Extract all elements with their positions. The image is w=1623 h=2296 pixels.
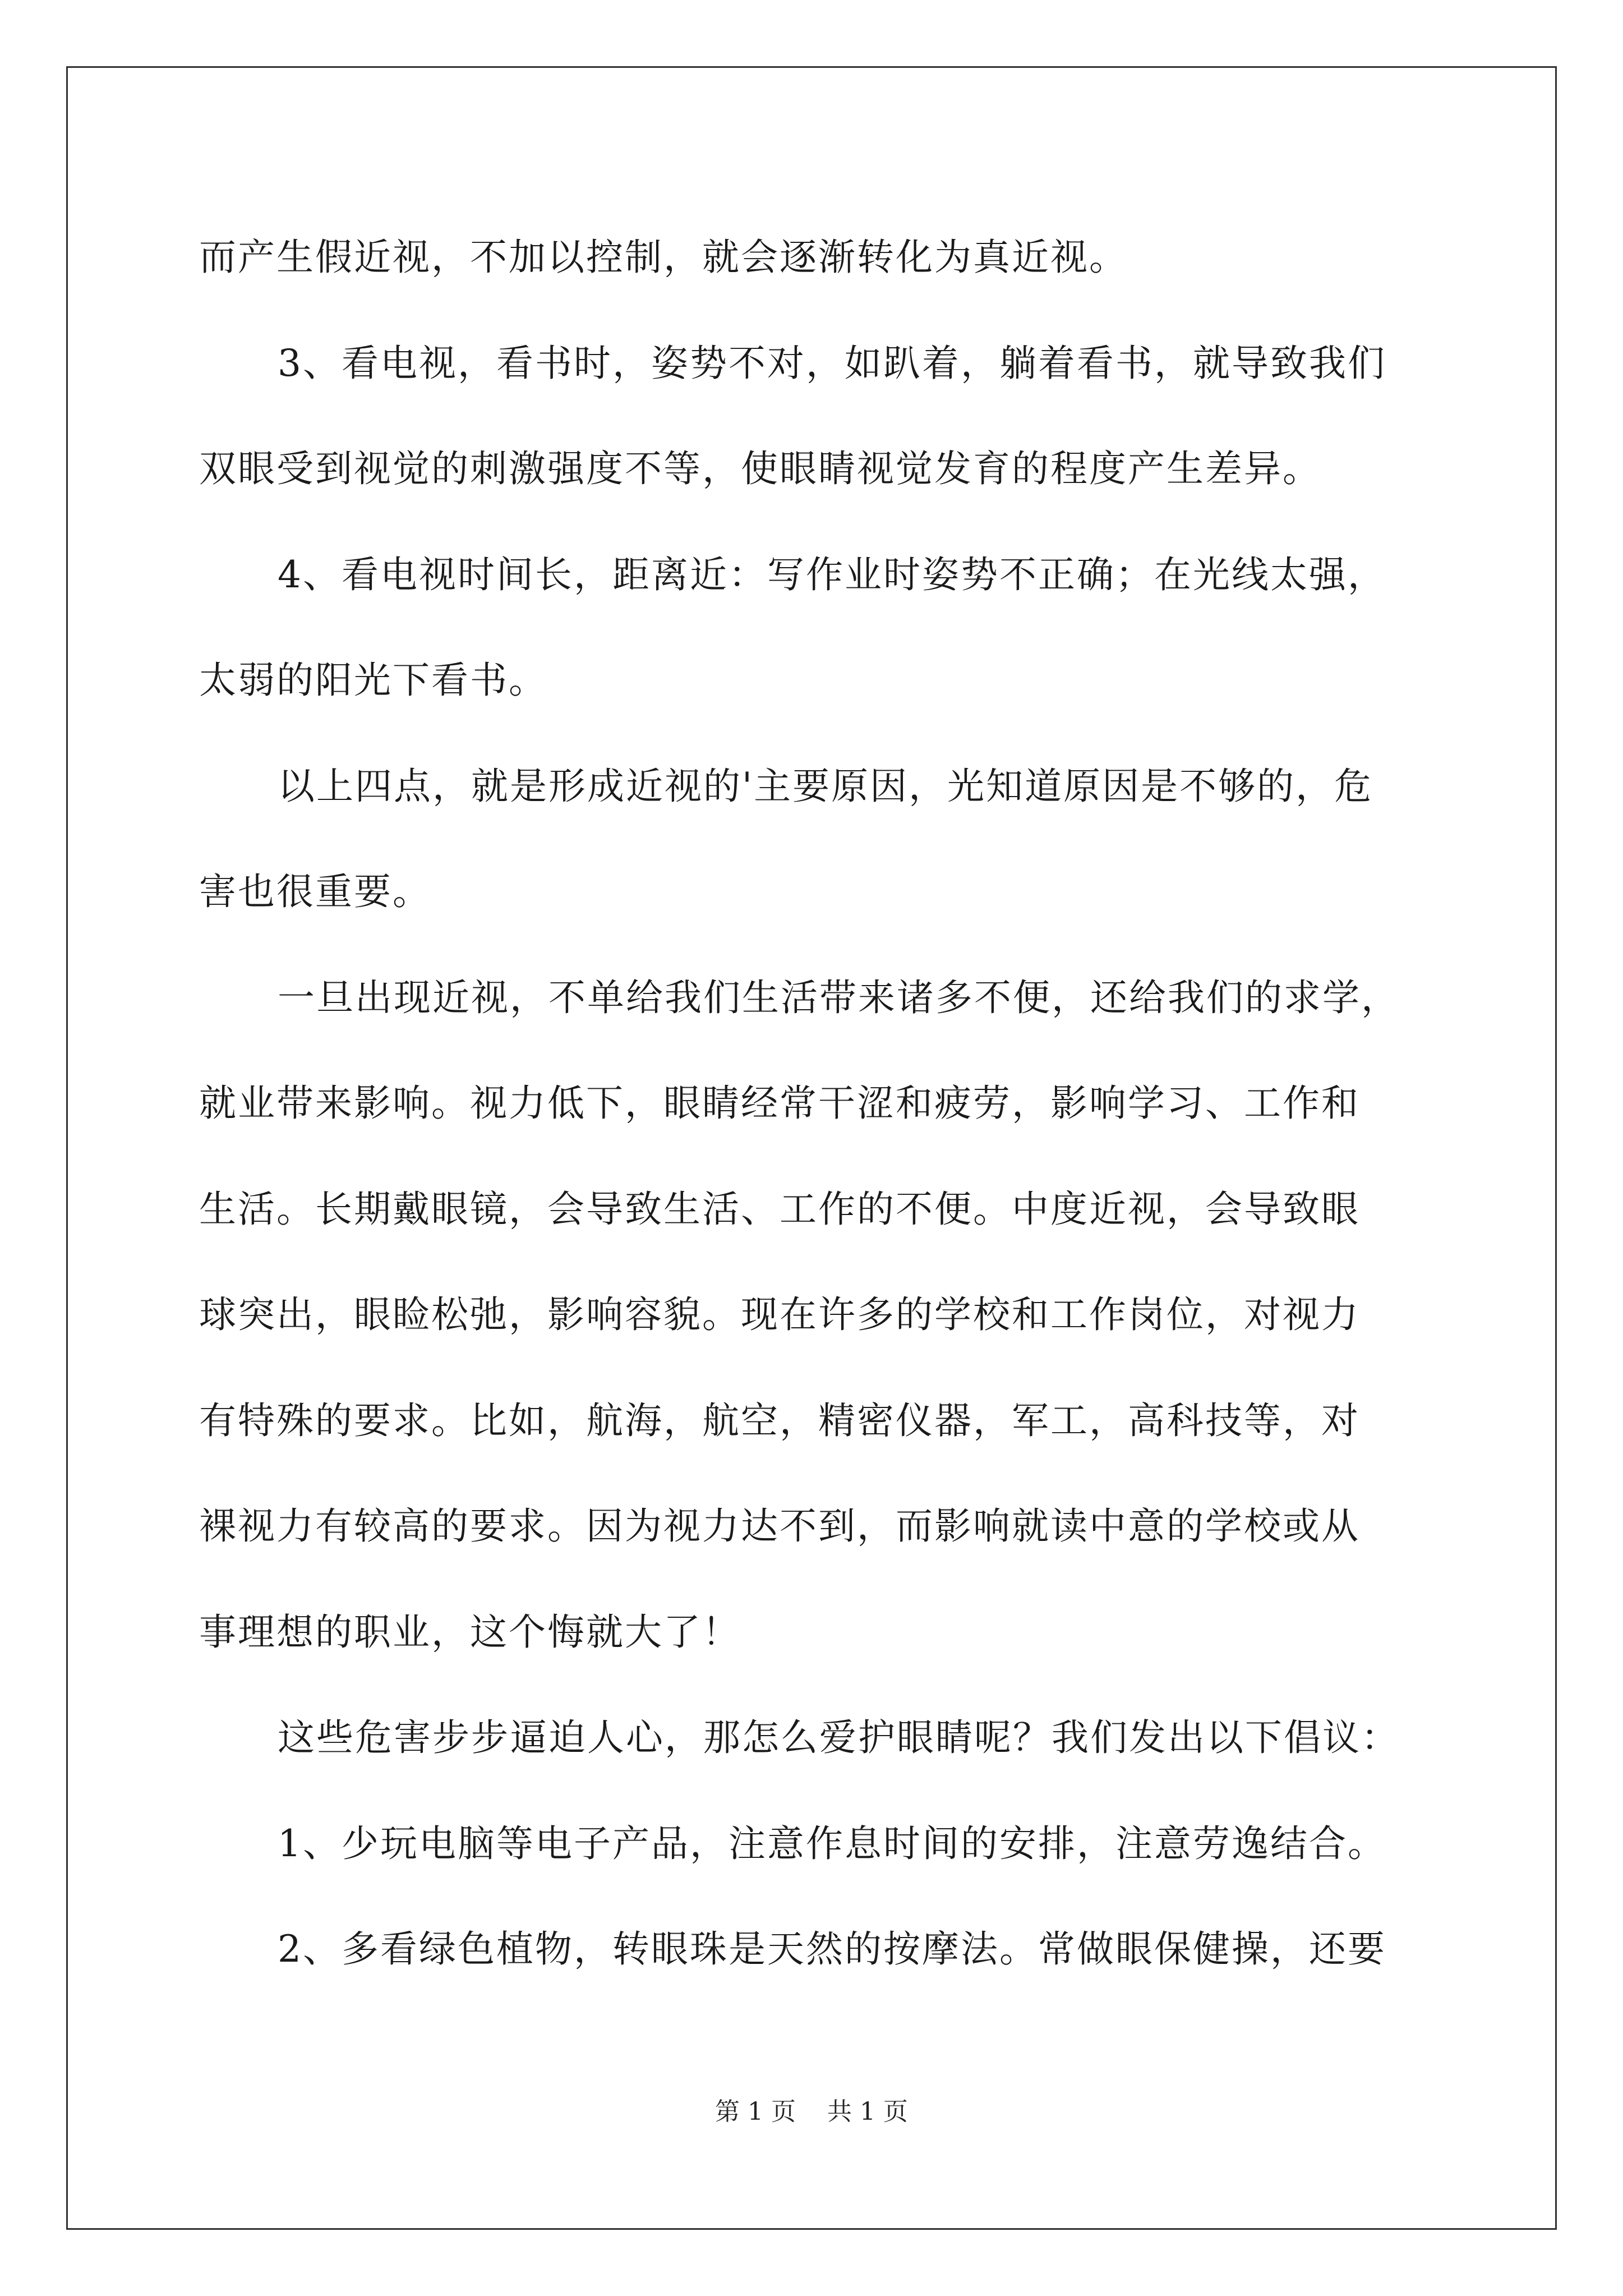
text-line: 就业带来影响。视力低下，眼睛经常干涩和疲劳，影响学习、工作和 [199,1082,1360,1125]
text-line: 有特殊的要求。比如，航海，航空，精密仪器，军工，高科技等，对 [199,1398,1360,1442]
text-line: 球突出，眼睑松弛，影响容貌。现在许多的学校和工作岗位，对视力 [199,1293,1360,1336]
text-line: 3、看电视，看书时，姿势不对，如趴着，躺着看书，就导致我们 [278,341,1386,385]
text-line: 以上四点，就是形成近视的'主要原因，光知道原因是不够的，危 [278,764,1373,808]
page-footer: 第 1 页 共 1 页 [715,2097,908,2126]
text-line: 双眼受到视觉的刺激强度不等，使眼睛视觉发育的程度产生差异。 [199,447,1321,490]
text-line: 生活。长期戴眼镜，会导致生活、工作的不便。中度近视，会导致眼 [199,1187,1360,1231]
text-line: 4、看电视时间长，距离近：写作业时姿势不正确；在光线太强， [278,553,1386,596]
text-line: 裸视力有较高的要求。因为视力达不到，而影响就读中意的学校或从 [199,1504,1360,1548]
text-line: 这些危害步步逼迫人心，那怎么爱护眼睛呢？我们发出以下倡议： [278,1716,1400,1759]
text-line: 1、少玩电脑等电子产品，注意作息时间的安排，注意劳逸结合。 [278,1821,1386,1865]
text-line: 事理想的职业，这个悔就大了！ [199,1610,741,1654]
text-line: 而产生假近视，不加以控制，就会逐渐转化为真近视。 [199,236,1128,279]
text-line: 害也很重要。 [199,870,431,913]
text-line: 2、多看绿色植物，转眼珠是天然的按摩法。常做眼保健操，还要 [278,1927,1386,1971]
text-line: 太弱的阳光下看书。 [199,659,547,702]
text-line: 一旦出现近视，不单给我们生活带来诸多不便，还给我们的求学， [278,976,1400,1019]
document-body [199,205,1433,2003]
